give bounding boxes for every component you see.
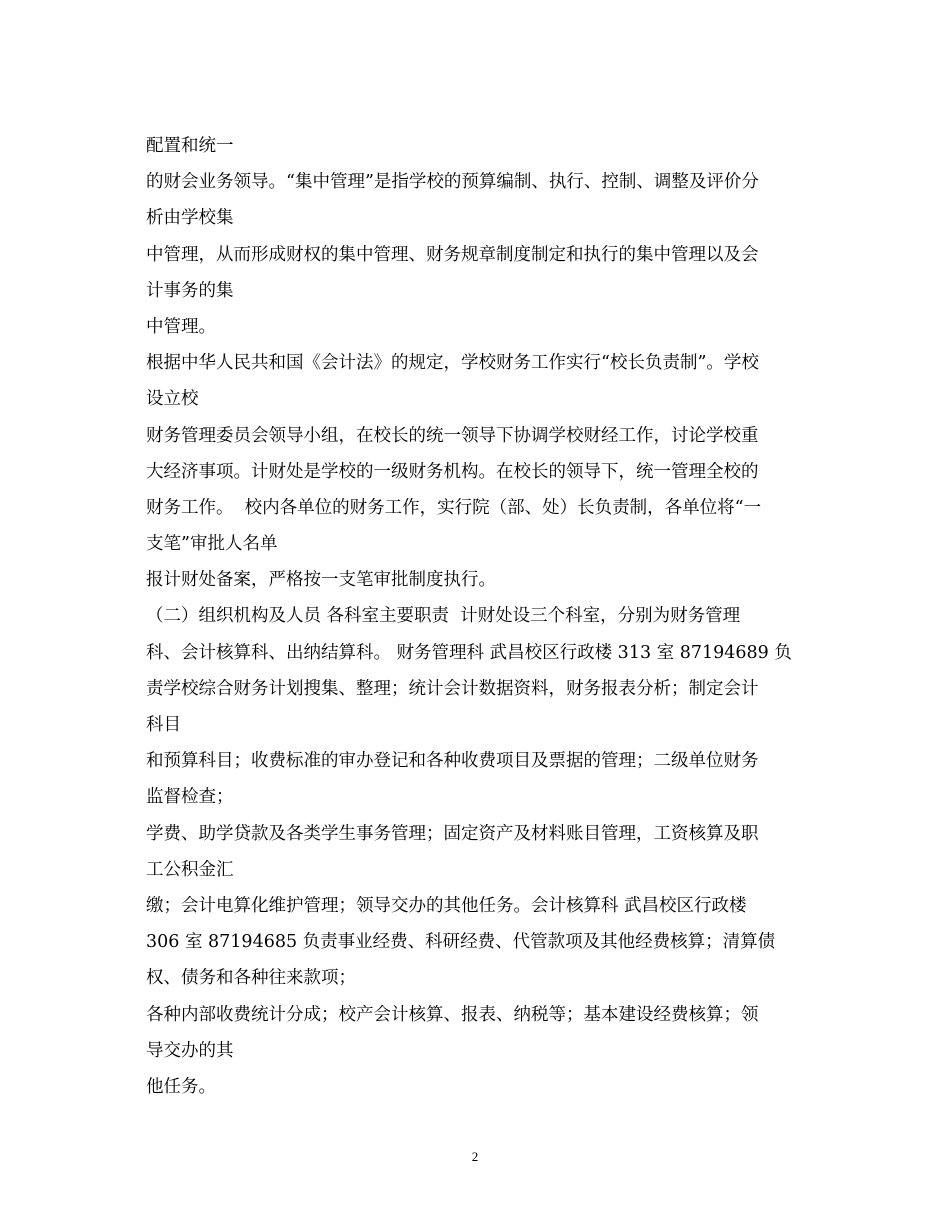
text-line: 306 室 87194685 负责事业经费、科研经费、代管款项及其他经费核算；清算债: [146, 932, 776, 953]
text-line: 权、债务和各种往来款项；: [146, 968, 356, 989]
text-line: 计事务的集: [146, 280, 234, 301]
text-line: 支笔”审批人名单: [146, 534, 278, 555]
body-text: [146, 128, 806, 1105]
text-line: 报计财处备案，严格按一支笔审批制度执行。: [146, 570, 496, 591]
text-line: 缴；会计电算化维护管理；领导交办的其他任务。会计核算科 武昌校区行政楼: [146, 895, 747, 916]
text-line: 他任务。: [146, 1076, 216, 1097]
text-line: 监督检查；: [146, 787, 234, 808]
page-number: 2: [471, 1149, 479, 1164]
text-line: 和预算科目；收费标准的审办登记和各种收费项目及票据的管理；二级单位财务: [146, 751, 759, 772]
text-line: 科目: [146, 715, 181, 735]
text-line: （二）组织机构及人员 各科室主要职责 计财处设三个科室，分别为财务管理: [146, 606, 741, 627]
text-line: 大经济事项。计财处是学校的一级财务机构。在校长的领导下，统一管理全校的: [146, 461, 759, 482]
text-line: 工公积金汇: [146, 859, 234, 880]
text-line: 财务管理委员会领导小组，在校长的统一领导下协调学校财经工作，讨论学校重: [146, 425, 759, 446]
text-line: 中管理。: [146, 316, 216, 337]
text-line: 根据中华人民共和国《会计法》的规定，学校财务工作实行“校长负责制”。学校: [146, 353, 759, 374]
text-line: 配置和统一: [146, 136, 234, 156]
text-line: 责学校综合财务计划搜集、整理；统计会计数据资料，财务报表分析；制定会计: [146, 678, 759, 699]
text-line: 的财会业务领导。“集中管理”是指学校的预算编制、执行、控制、调整及评价分: [146, 172, 759, 193]
text-line: 导交办的其: [146, 1040, 234, 1061]
text-line: 学费、助学贷款及各类学生事务管理；固定资产及材料账目管理，工资核算及职: [146, 823, 759, 844]
text-line: 中管理，从而形成财权的集中管理、财务规章制度制定和执行的集中管理以及会: [146, 244, 759, 265]
text-line: 设立校: [146, 389, 199, 410]
text-line: 析由学校集: [146, 208, 234, 229]
text-line: 财务工作。 校内各单位的财务工作，实行院（部、处）长负责制，各单位将“一: [146, 497, 762, 518]
text-line: 科、会计核算科、出纳结算科。 财务管理科 武昌校区行政楼 313 室 87194689 负: [146, 642, 792, 663]
text-line: 各种内部收费统计分成；校产会计核算、报表、纳税等；基本建设经费核算；领: [146, 1004, 759, 1025]
